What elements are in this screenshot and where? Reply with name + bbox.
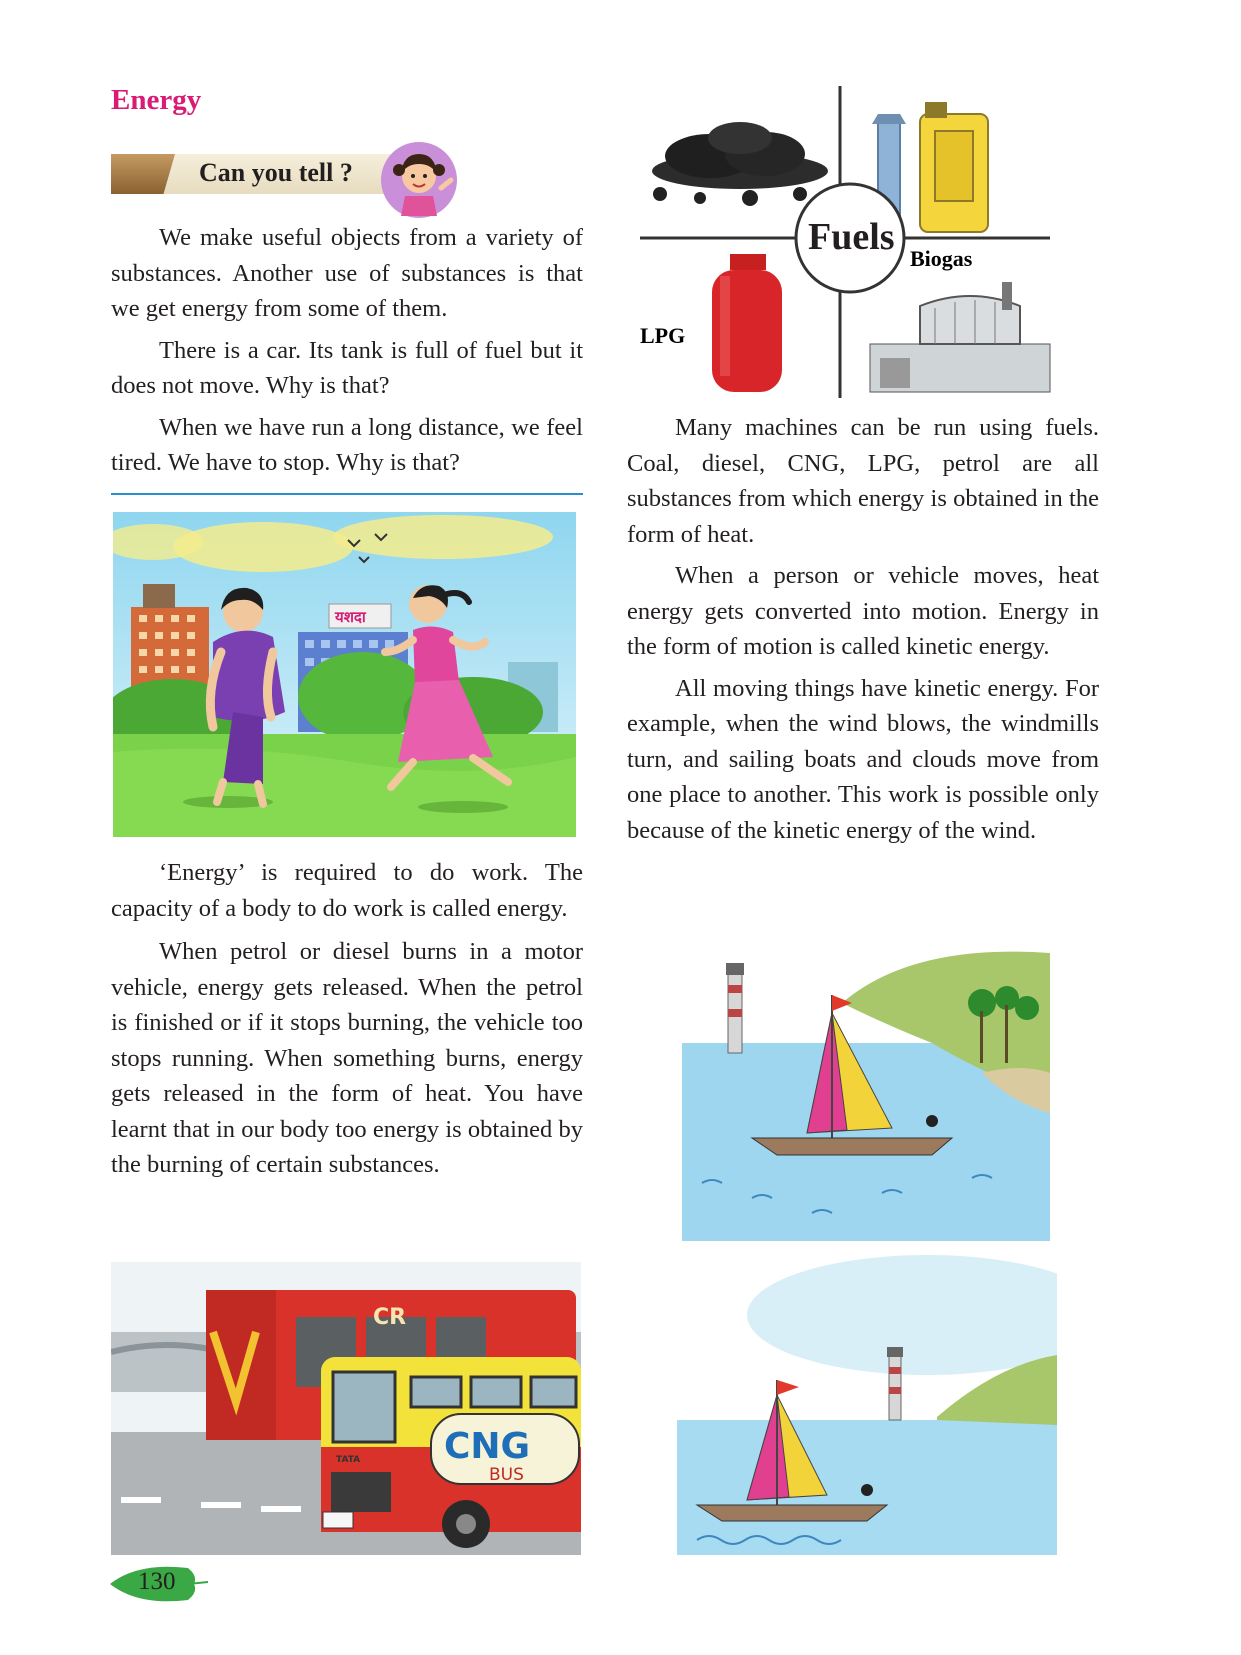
paragraph: There is a car. Its tank is full of fuel but it does not move. Why is that? [111,336,583,399]
lpg-label: LPG [640,323,686,348]
fuels-diagram [640,86,1055,400]
paragraph: When petrol or diesel burns in a motor vehicle, energy gets released. When the petrol is finished or if it stops burning, the vehicle too stops running. When something burns, energy gets released in the form of heat. You have learnt that in our body too energy is obtained by the burning of certain substances. [111,938,583,1178]
sailboat-illustration-2 [677,1255,1057,1555]
paragraph: When a person or vehicle moves, heat energy gets converted into motion. Energy in the form of motion is called kinetic energy. [627,562,1099,660]
page-heading: Energy [111,84,202,116]
train-and-bus-illustration [111,1262,581,1555]
page-number: 130 [138,1568,176,1595]
lighthouse-icon [887,1347,903,1420]
page-number-badge [108,1562,218,1606]
paragraph: All moving things have kinetic energy. For example, when the wind blows, the windmills turn, and sailing boats and clouds move from one place to another. This work is possible only because of the kinetic energy of the wind. [627,674,1099,844]
building-sign: यशदा [335,608,366,626]
girl-avatar-icon [379,140,459,220]
can-you-tell-banner [111,140,471,220]
train-mark: CR [373,1305,407,1330]
paragraph: When we have run a long distance, we feel tired. We have to stop. Why is that? [111,413,583,476]
biogas-label: Biogas [910,246,973,271]
lpg-cylinder-icon [712,254,782,392]
bus-cng-sign: CNG [444,1426,531,1467]
lighthouse-icon [726,963,744,1053]
section-divider [111,493,583,495]
left-text-bottom [111,855,583,1183]
right-text [627,410,1099,848]
bus-sub-sign: BUS [489,1465,524,1485]
left-text-top [111,220,583,481]
fuels-center-label: Fuels [808,216,895,258]
girls-running-illustration [113,512,576,837]
paragraph: Many machines can be run using fuels. Coal, diesel, CNG, LPG, petrol are all substances from which energy is obtained in the form of heat. [627,414,1099,548]
sailboat-illustration-1 [682,923,1050,1241]
paragraph: ‘Energy’ is required to do work. The capacity of a body to do work is called energy. [111,859,583,922]
paragraph: We make useful objects from a variety of substances. Another use of substances is that we get energy from some of them. [111,224,583,322]
bus-brand: TATA [336,1455,361,1465]
can-you-tell-label: Can you tell ? [199,158,353,187]
